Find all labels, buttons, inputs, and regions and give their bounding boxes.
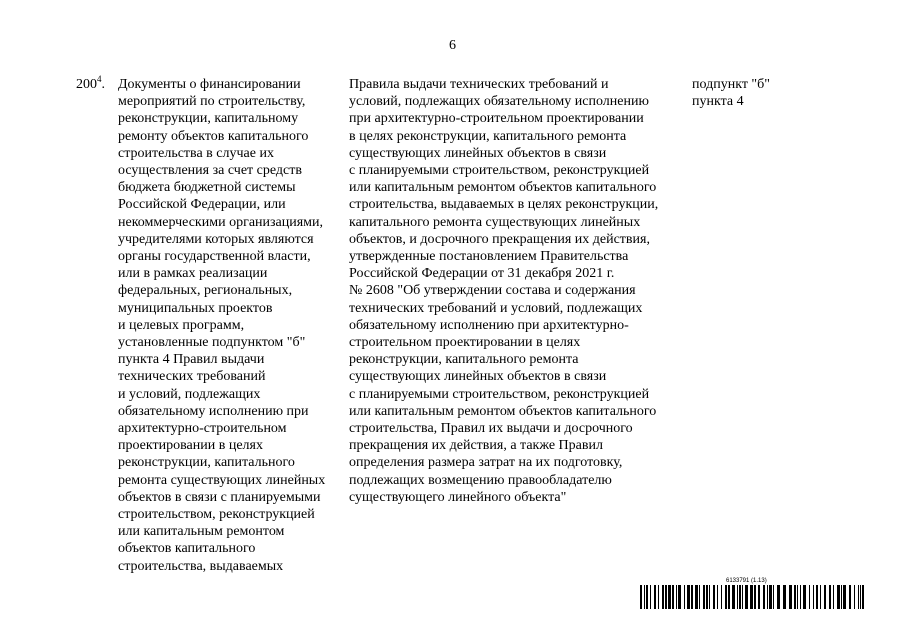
- entry-number-suffix: .: [101, 77, 105, 92]
- barcode-bar: [803, 585, 806, 609]
- barcode-bar: [650, 585, 651, 609]
- normative-act-line: капитального ремонта существующих линейных: [349, 214, 641, 230]
- normative-act-line: существующих линейных объектов в связи: [349, 369, 607, 385]
- barcode-bar: [676, 585, 677, 609]
- barcode-bar: [745, 585, 748, 609]
- barcode-bar: [841, 585, 842, 609]
- barcode-bar: [860, 585, 861, 609]
- barcode-bar: [777, 585, 780, 609]
- barcode-bar: [789, 585, 792, 609]
- barcode-bar: [858, 585, 859, 609]
- barcode-bar: [699, 585, 700, 609]
- barcode-bar: [672, 585, 674, 609]
- barcode-bar: [658, 585, 659, 609]
- entry-number-base: 200: [76, 77, 97, 92]
- barcode-bar: [824, 585, 826, 609]
- document-name-line: обязательному исполнению при: [118, 403, 309, 419]
- barcode-bar: [767, 585, 768, 609]
- document-name-line: учредителями которых являются: [118, 231, 314, 247]
- barcode-bar: [862, 585, 864, 609]
- barcode-caption: 6133791 (1.13): [726, 578, 767, 584]
- normative-act-line: при архитектурно-строительном проектировании: [349, 111, 644, 127]
- page-number: 6: [449, 38, 456, 53]
- normative-act-line: или капитальным ремонтом объектов капитального: [349, 180, 657, 196]
- normative-act-line: с планируемыми строительством, реконструкцией: [349, 386, 650, 402]
- barcode-bar: [737, 585, 738, 609]
- document-name-line: и целевых программ,: [118, 317, 245, 333]
- normative-act-line: обязательному исполнению при архитектурно-: [349, 317, 629, 333]
- normative-act-line: объектов, и досрочного прекращения их действия,: [349, 231, 650, 247]
- barcode-bar: [783, 585, 786, 609]
- document-name-line: ремонту объектов капитального: [118, 128, 309, 144]
- document-name-line: проектировании в целях: [118, 438, 263, 454]
- barcode-bar: [813, 585, 814, 609]
- document-name-line: муниципальных проектов: [118, 300, 273, 316]
- normative-act-line: Российской Федерации от 31 декабря 2021 г.: [349, 266, 615, 282]
- document-name-line: или в рамках реализации: [118, 266, 268, 282]
- document-name-line: бюджета бюджетной системы: [118, 180, 296, 196]
- barcode-bar: [849, 585, 851, 609]
- normative-act-line: с планируемыми строительством, реконструкцией: [349, 163, 650, 179]
- provision-column: [692, 76, 770, 110]
- normative-act-line: существующего линейного объекта": [349, 489, 567, 505]
- barcode-bar: [843, 585, 846, 609]
- document-name-line: реконструкции, капитального: [118, 455, 295, 471]
- barcode-bar: [644, 585, 645, 609]
- normative-act-line: Правила выдачи технических требований и: [349, 77, 609, 92]
- barcode-bar: [754, 585, 756, 609]
- document-name-line: федеральных, региональных,: [118, 283, 293, 299]
- document-name-line: мероприятий по строительству,: [118, 94, 306, 110]
- barcode-bar: [687, 585, 690, 609]
- document-name-line: некоммерческими организациями,: [118, 214, 324, 230]
- barcode-bar: [654, 585, 656, 609]
- normative-act-line: прекращения их действия, а также Правил: [349, 438, 603, 454]
- document-name-line: строительства, выдаваемых: [118, 558, 284, 574]
- provision-line: пункта 4: [692, 94, 744, 110]
- normative-act-line: в целях реконструкции, капитального ремонта: [349, 128, 627, 144]
- entry-number-superscript: 4: [97, 74, 102, 84]
- barcode: [640, 585, 866, 609]
- barcode-bar: [668, 585, 671, 609]
- document-name-line: Документы о финансировании: [118, 77, 301, 92]
- normative-act-line: существующих линейных объектов в связи: [349, 145, 607, 161]
- document-name-line: реконструкции, капитальному: [118, 111, 299, 127]
- barcode-bar: [703, 585, 705, 609]
- normative-act-line: или капитальным ремонтом объектов капитального: [349, 403, 657, 419]
- barcode-bar: [750, 585, 753, 609]
- barcode-bar: [678, 585, 681, 609]
- barcode-bar: [706, 585, 708, 609]
- normative-act-line: подлежащих возмещению правообладателю: [349, 472, 612, 488]
- document-name-line: строительства в случае их: [118, 145, 274, 161]
- barcode-bar: [797, 585, 798, 609]
- barcode-bar: [728, 585, 730, 609]
- barcode-bar: [794, 585, 796, 609]
- barcode-bar: [732, 585, 735, 609]
- barcode-bar: [665, 585, 667, 609]
- document-name-line: и условий, подлежащих: [118, 386, 261, 402]
- document-name-line: пункта 4 Правил выдачи: [118, 352, 265, 368]
- entry-number: [76, 76, 105, 93]
- barcode-bar: [809, 585, 810, 609]
- barcode-bar: [691, 585, 693, 609]
- normative-act-line: строительном проектировании в целях: [349, 335, 581, 351]
- barcode-bar: [709, 585, 710, 609]
- barcode-bar: [829, 585, 831, 609]
- normative-act-line: определения размера затрат на их подготовку,: [349, 455, 623, 471]
- document-name-line: установленные подпунктом "б": [118, 335, 306, 351]
- normative-act-line: условий, подлежащих обязательному исполнению: [349, 94, 649, 110]
- barcode-bar: [854, 585, 855, 609]
- document-name-line: осуществления за счет средств: [118, 163, 302, 179]
- barcode-bar: [820, 585, 821, 609]
- normative-act-line: утвержденные постановлением Правительства: [349, 249, 629, 265]
- document-name-line: объектов в связи с планируемыми: [118, 489, 321, 505]
- barcode-bar: [640, 585, 642, 609]
- normative-act-line: № 2608 "Об утверждении состава и содержания: [349, 283, 636, 299]
- document-name-line: строительством, реконструкцией: [118, 507, 315, 523]
- document-name-line: технических требований: [118, 369, 266, 385]
- barcode-bar: [763, 585, 765, 609]
- barcode-bar: [646, 585, 648, 609]
- document-name-line: органы государственной власти,: [118, 249, 311, 265]
- document-name-column: [118, 76, 325, 575]
- normative-act-line: технических требований и условий, подлежащих: [349, 300, 643, 316]
- barcode-bar: [725, 585, 727, 609]
- document-name-line: Российской Федерации, или: [118, 197, 286, 213]
- barcode-bar: [739, 585, 741, 609]
- normative-act-line: строительства, выдаваемых в целях реконструкции,: [349, 197, 659, 213]
- barcode-bar: [721, 585, 722, 609]
- barcode-bar: [758, 585, 760, 609]
- document-name-line: ремонта существующих линейных: [118, 472, 326, 488]
- barcode-bar: [717, 585, 718, 609]
- barcode-bar: [769, 585, 772, 609]
- barcode-bar: [837, 585, 840, 609]
- document-name-line: архитектурно-строительном: [118, 421, 287, 437]
- barcode-bar: [833, 585, 834, 609]
- barcode-bar: [713, 585, 715, 609]
- barcode-bar: [695, 585, 698, 609]
- barcode-bar: [742, 585, 743, 609]
- barcode-bar: [800, 585, 801, 609]
- barcode-bar: [662, 585, 664, 609]
- normative-act-column: [349, 76, 658, 506]
- barcode-bar: [816, 585, 818, 609]
- barcode-bar: [684, 585, 685, 609]
- provision-line: подпункт "б": [692, 77, 770, 92]
- document-name-line: объектов капитального: [118, 541, 256, 557]
- normative-act-line: реконструкции, капитального ремонта: [349, 352, 579, 368]
- document-name-line: или капитальным ремонтом: [118, 524, 285, 540]
- barcode-bar: [773, 585, 774, 609]
- normative-act-line: строительства, Правил их выдачи и досрочного: [349, 421, 633, 437]
